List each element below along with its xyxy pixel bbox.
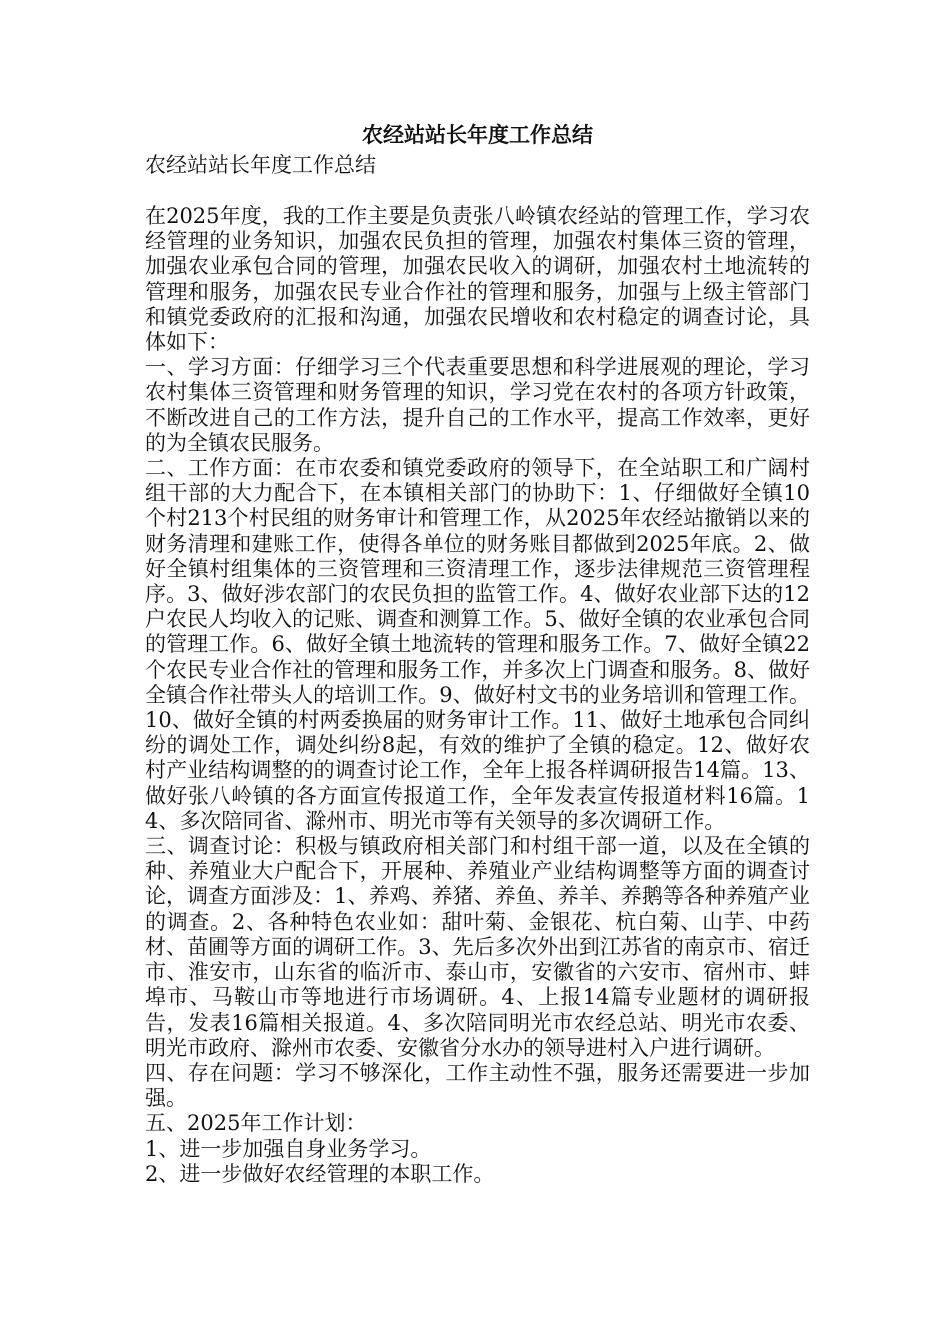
paragraph-research: 三、调查讨论：积极与镇政府相关部门和村组干部一道，以及在全镇的种、养殖业大户配合下，开展种、养殖业产业结构调整等方面的调查讨论，调查方面涉及：1、养鸡、养猪、养鱼、养羊、养鹅等各种养殖产业的调查。2、各种特色农业如：甜叶菊、金银花、杭白菊、山芋、中药材、苗圃等方面的调研工作。3、先后多次外出到江苏省的南京市、宿迁市、淮安市，山东省的临沂市、泰山市，安徽省的六安市、宿州市、蚌埠市、马鞍山市等地进行市场调研。4、上报14篇专业题材的调研报告，发表16篇相关报道。4、多次陪同明光市农经总站、明光市农委、明光市政府、滁州市农委、安徽省分水办的领导进村入户进行调研。 xyxy=(145,834,810,1060)
document-subtitle: 农经站站长年度工作总结 xyxy=(145,153,376,177)
paragraph-problems: 四、存在问题：学习不够深化，工作主动性不强，服务还需要进一步加强。 xyxy=(145,1060,810,1111)
paragraph-intro: 在2025年度，我的工作主要是负责张八岭镇农经站的管理工作，学习农经管理的业务知识，加强农民负担的管理，加强农村集体三资的管理，加强农业承包合同的管理，加强农民收入的调研，加强农村土地流转的管理和服务，加强农民专业合作社的管理和服务，加强与上级主管部门和镇党委政府的汇报和沟通，加强农民增收和农村稳定的调查讨论，具体如下： xyxy=(145,204,810,355)
paragraph-plan-item-1: 1、进一步加强自身业务学习。 xyxy=(145,1136,432,1161)
paragraph-study: 一、学习方面：仔细学习三个代表重要思想和科学进展观的理论，学习农村集体三资管理和财务管理的知识，学习党在农村的各项方针政策，不断改进自己的工作方法，提升自己的工作水平，提高工作效率，更好的为全镇农民服务。 xyxy=(145,355,810,455)
paragraph-plan-heading: 五、2025年工作计划： xyxy=(145,1111,367,1136)
paragraph-plan-item-2: 2、进一步做好农经管理的本职工作。 xyxy=(145,1161,495,1186)
paragraph-work: 二、工作方面：在市农委和镇党委政府的领导下，在全站职工和广阔村组干部的大力配合下，在本镇相关部门的协助下：1、仔细做好全镇10个村213个村民组的财务审计和管理工作，从2025年农经站撤销以来的财务清理和建账工作，使得各单位的财务账目都做到2025年底。2、做好全镇村组集体的三资管理和三资清理工作，逐步法律规范三资管理程序。3、做好涉农部门的农民负担的监管工作。4、做好农业部下达的12户农民人均收入的记账、调查和测算工作。5、做好全镇的农业承包合同的管理工作。6、做好全镇土地流转的管理和服务工作。7、做好全镇22个农民专业合作社的管理和服务工作，并多次上门调查和服务。8、做好全镇合作社带头人的培训工作。9、做好村文书的业务培训和管理工作。10、做好全镇的村两委换届的财务审计工作。11、做好土地承包合同纠纷的调处工作，调处纠纷8起，有效的维护了全镇的稳定。12、做好农村产业结构调整的的调查讨论工作，全年上报各样调研报告14篇。13、做好张八岭镇的各方面宣传报道工作，全年发表宣传报道材料16篇。14、多次陪同省、滁州市、明光市等有关领导的多次调研工作。 xyxy=(145,456,810,833)
document-body xyxy=(145,204,810,1187)
document-page xyxy=(145,118,810,1187)
document-title: 农经站站长年度工作总结 xyxy=(362,122,593,147)
